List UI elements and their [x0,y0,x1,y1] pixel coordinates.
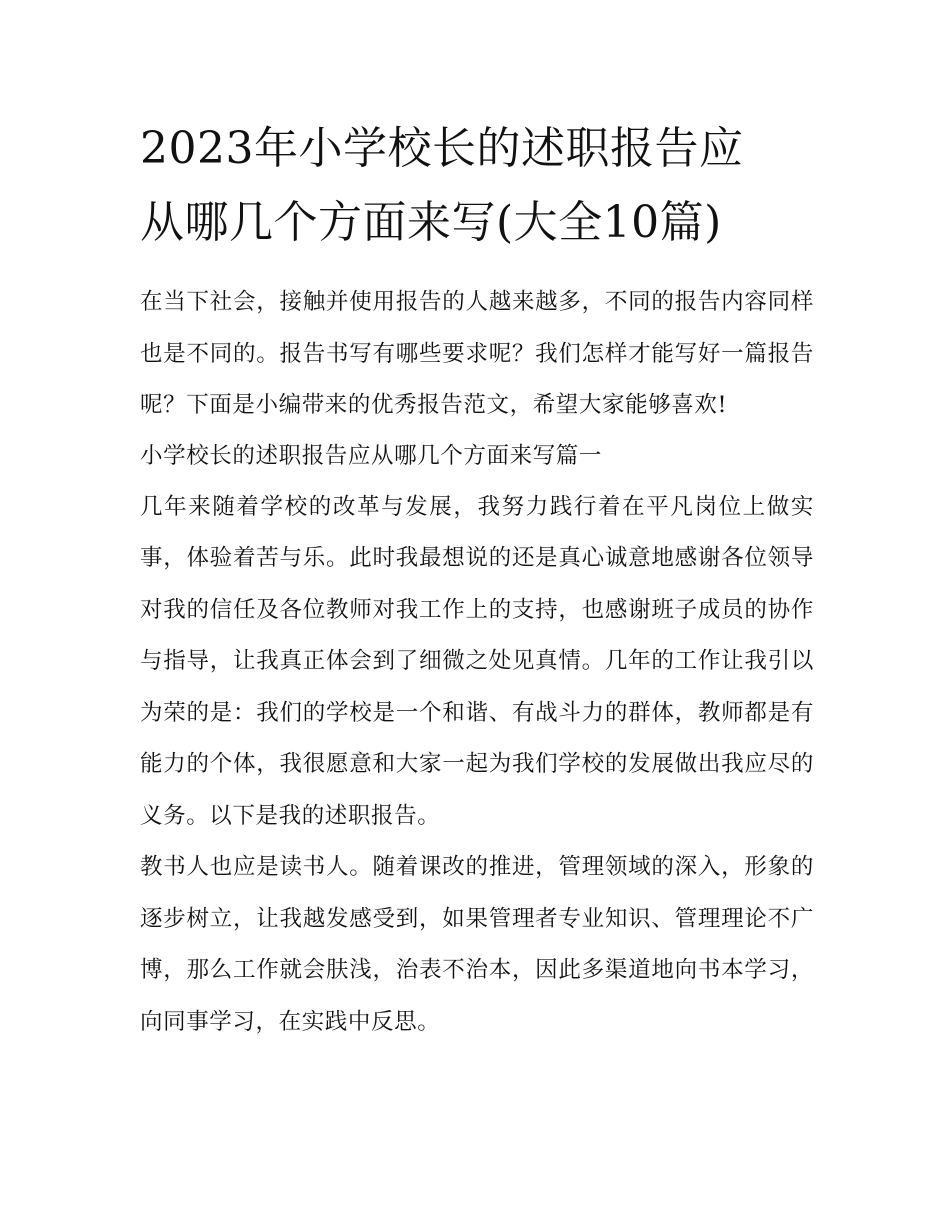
title-line-1: 2023年小学校长的述职报告应 [140,123,744,174]
section-heading: 小学校长的述职报告应从哪几个方面来写篇一 [140,442,603,469]
document-body [140,277,814,1048]
document-title [140,112,820,260]
title-line-2: 从哪几个方面来写(大全10篇) [140,197,722,248]
body-paragraph-2: 教书人也应是读书人。随着课改的推进，管理领域的深入，形象的逐步树立，让我越发感受到，如果管理者专业知识、管理理论不广博，那么工作就会肤浅，治表不治本，因此多渠道地向书本学习，向同事学习，在实践中反思。 [140,854,814,1035]
body-paragraph-1: 几年来随着学校的改革与发展，我努力践行着在平凡岗位上做实事，体验着苦与乐。此时我最想说的还是真心诚意地感谢各位领导对我的信任及各位教师对我工作上的支持，也感谢班子成员的协作与指导，让我真正体会到了细微之处见真情。几年的工作让我引以为荣的是：我们的学校是一个和谐、有战斗力的群体，教师都是有能力的个体，我很愿意和大家一起为我们学校的发展做出我应尽的义务。以下是我的述职报告。 [140,493,814,829]
intro-paragraph: 在当下社会，接触并使用报告的人越来越多，不同的报告内容同样也是不同的。报告书写有哪些要求呢？我们怎样才能写好一篇报告呢？下面是小编带来的优秀报告范文，希望大家能够喜欢! [140,289,814,418]
